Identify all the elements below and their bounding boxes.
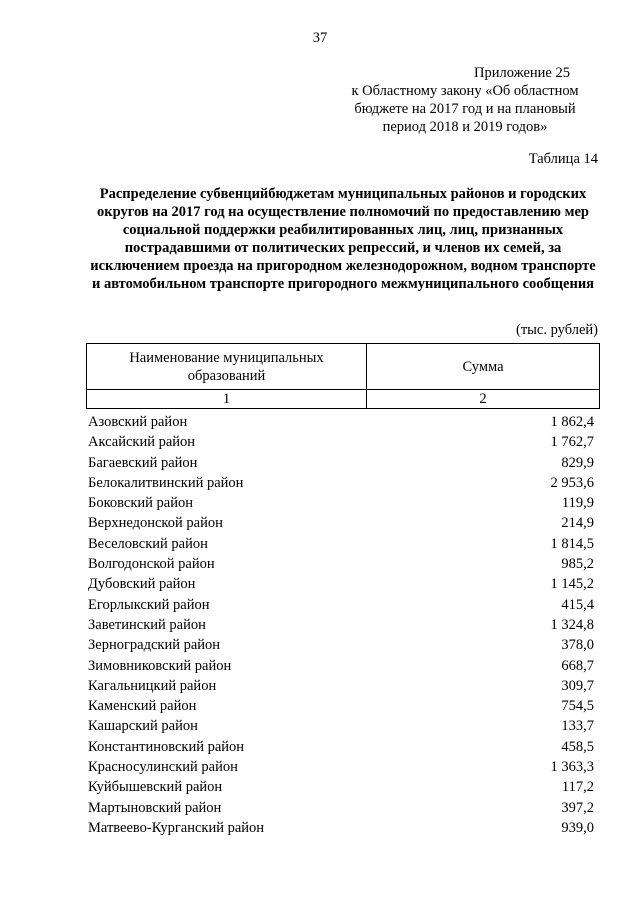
units-label: (тыс. рублей)	[516, 322, 598, 338]
table-row	[88, 818, 594, 838]
table-row	[88, 473, 594, 493]
appendix-line: бюджете на 2017 год и на плановый	[354, 101, 576, 117]
table-header	[86, 343, 600, 409]
municipality-name: Заветинский район	[88, 616, 206, 633]
municipality-name: Азовский район	[88, 414, 188, 430]
table-row	[88, 656, 594, 676]
municipality-name: Багаевский район	[88, 454, 198, 471]
sum-value: 754,5	[561, 698, 594, 715]
table-row	[88, 412, 594, 432]
column-number-1: 1	[87, 390, 367, 409]
table-row	[88, 798, 594, 818]
column-number-2: 2	[367, 390, 600, 409]
table-row	[88, 595, 594, 615]
municipality-name: Егорлыкский район	[88, 596, 210, 613]
municipality-name: Дубовский район	[88, 576, 196, 593]
table-row	[88, 757, 594, 777]
table-row	[88, 676, 594, 696]
page-number: 37	[312, 30, 328, 46]
municipality-name: Мартыновский район	[88, 799, 222, 816]
table-row	[88, 513, 594, 533]
municipality-name: Константиновский район	[88, 738, 245, 755]
table-row	[88, 635, 594, 655]
sum-value: 1 324,8	[550, 616, 594, 633]
sum-value: 458,5	[561, 738, 594, 755]
municipality-name: Аксайский район	[88, 434, 196, 451]
municipality-name: Боковский район	[88, 495, 193, 512]
sum-value: 378,0	[561, 637, 594, 654]
table-label: Таблица 14	[528, 151, 598, 167]
sum-value: 829,9	[561, 454, 594, 471]
table-row	[88, 615, 594, 635]
table-row	[88, 493, 594, 513]
municipality-name: Матвеево-Курганский район	[88, 819, 265, 836]
appendix-block	[330, 64, 600, 136]
table-row	[88, 534, 594, 554]
table-row	[88, 696, 594, 716]
header-name-text: Наименование муниципальных образований	[129, 349, 324, 384]
municipality-name: Куйбышевский район	[88, 779, 223, 796]
municipality-name: Кагальницкий район	[88, 677, 217, 694]
sum-value: 397,2	[561, 799, 594, 816]
table-body	[88, 412, 594, 838]
appendix-line: к Областному закону «Об областном	[351, 83, 579, 99]
document-title: Распределение субвенцийбюджетам муниципальных районов и городских округов на 2017 год на осуществление полномочий по предоставлению мер социальной поддержки реабилитированных лиц, лиц, признанных пострадавшими от политических репрессий, и членов их семей, за исключением проезда на пригородном железнодорожном, водном транспорте и автомобильном транспорте пригородного межмуниципального сообщения	[90, 186, 596, 292]
sum-value: 1 363,3	[550, 759, 594, 776]
table-row	[88, 716, 594, 736]
sum-value: 415,4	[561, 596, 594, 613]
sum-value: 2 953,6	[550, 474, 594, 491]
sum-value: 1 762,7	[550, 434, 594, 451]
table-row	[88, 453, 594, 473]
municipality-name: Кашарский район	[88, 718, 198, 735]
municipality-name: Красносулинский район	[88, 759, 238, 776]
sum-value: 1 814,5	[550, 535, 594, 552]
sum-value: 1 145,2	[550, 576, 594, 593]
sum-value: 119,9	[561, 495, 594, 512]
municipality-name: Веселовский район	[88, 535, 208, 552]
sum-value: 117,2	[561, 779, 594, 796]
municipality-name: Волгодонской район	[88, 556, 215, 573]
municipality-name: Зимовниковский район	[88, 657, 232, 674]
header-name	[87, 344, 367, 390]
municipality-name: Белокалитвинский район	[88, 474, 244, 491]
appendix-line: период 2018 и 2019 годов»	[382, 119, 548, 135]
header-sum: Сумма	[367, 344, 600, 390]
sum-value: 214,9	[561, 515, 594, 532]
table-row	[88, 737, 594, 757]
table-row	[88, 777, 594, 797]
sum-value: 668,7	[561, 657, 594, 674]
table-row	[88, 432, 594, 452]
sum-value: 309,7	[561, 677, 594, 694]
appendix-title: Приложение 25	[474, 65, 570, 81]
municipality-name: Каменский район	[88, 698, 197, 715]
sum-value: 939,0	[561, 819, 594, 836]
sum-value: 1 862,4	[550, 414, 594, 430]
sum-value: 985,2	[561, 556, 594, 573]
municipality-name: Зерноградский район	[88, 637, 221, 654]
table-row	[88, 574, 594, 594]
table-row	[88, 554, 594, 574]
municipality-name: Верхнедонской район	[88, 515, 223, 532]
sum-value: 133,7	[561, 718, 594, 735]
